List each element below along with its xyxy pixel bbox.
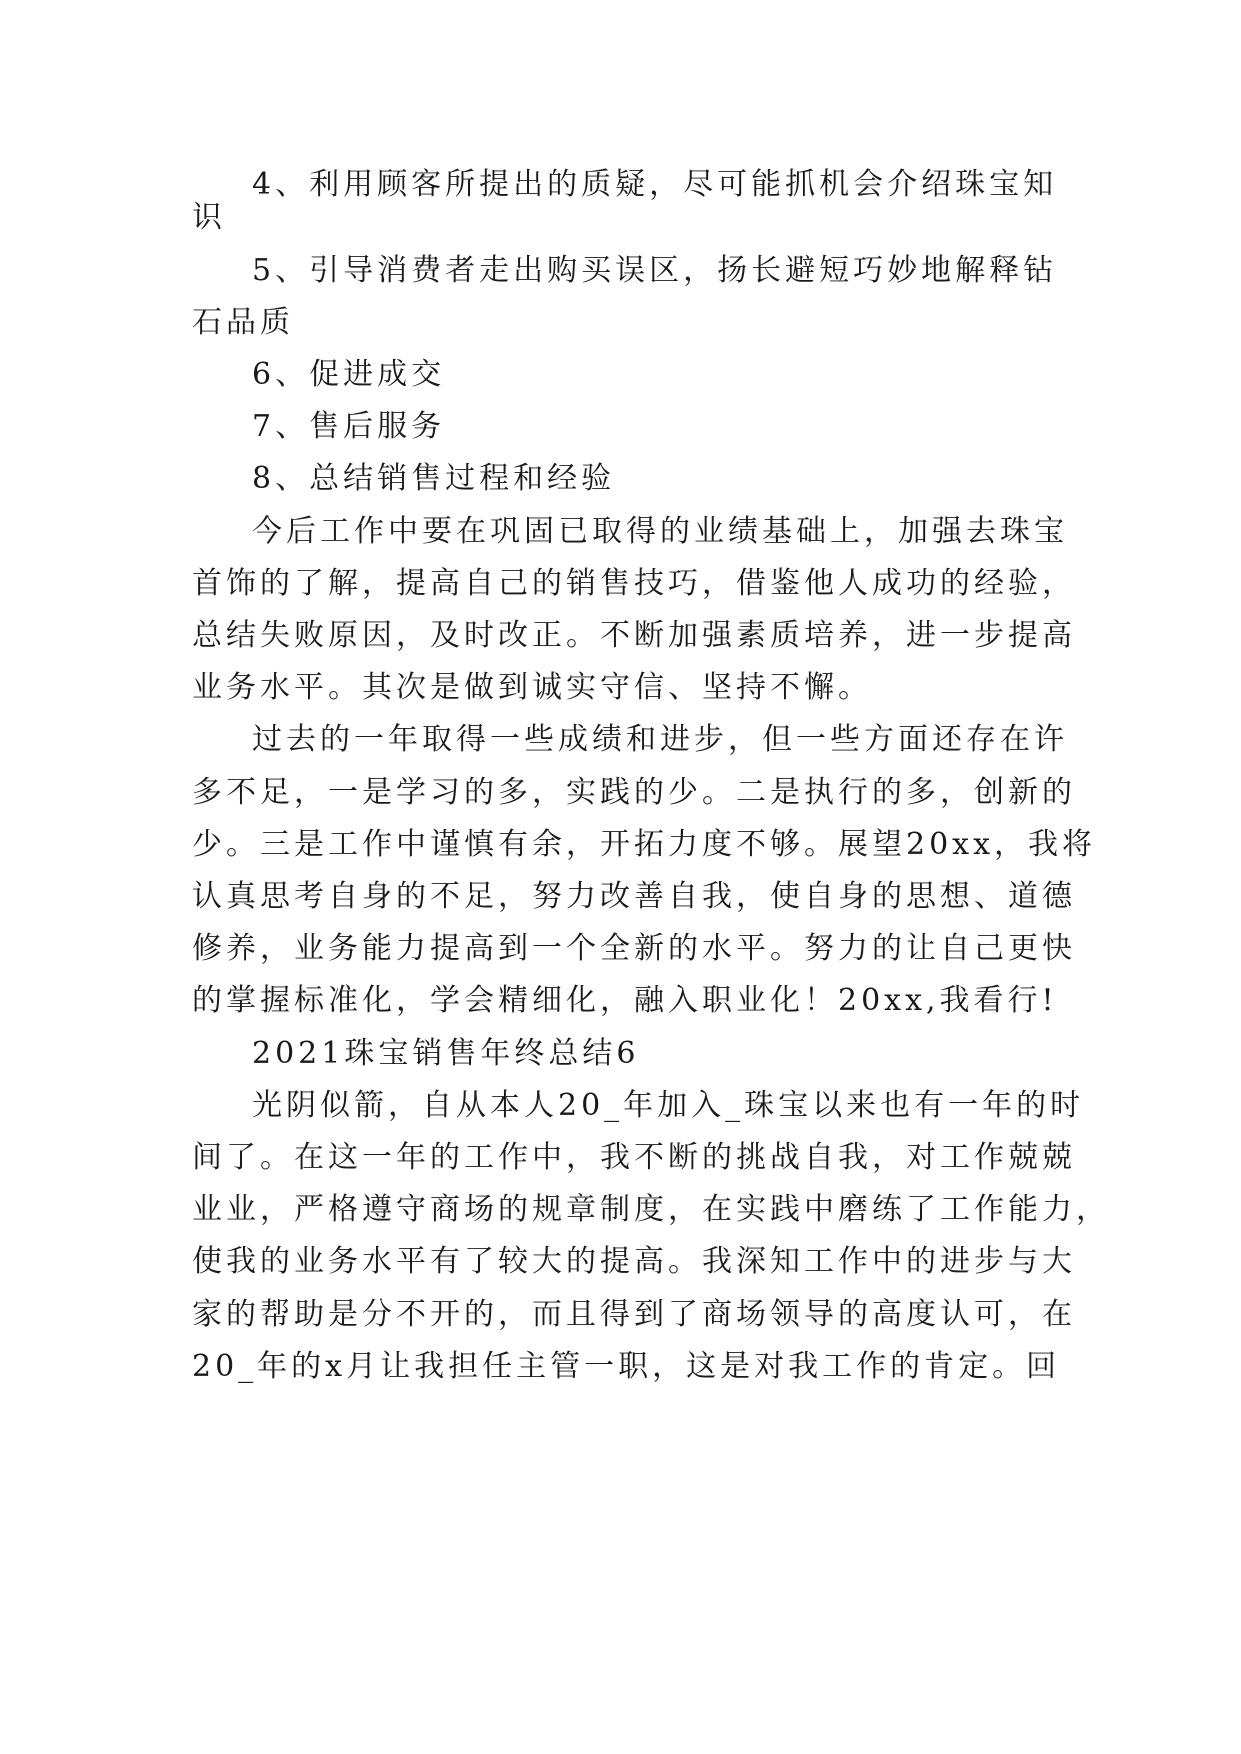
paragraph-1-line-3: 总结失败原因，及时改正。不断加强素质培养，进一步提高 (192, 618, 1076, 653)
paragraph-1-line-4: 业务水平。其次是做到诚实守信、坚持不懈。 (192, 670, 872, 705)
paragraph-2-line-2: 多不足，一是学习的多，实践的少。二是执行的多，创新的 (192, 775, 1076, 810)
paragraph-3-line-5: 家的帮助是分不开的，而且得到了商场领导的高度认可，在 (192, 1297, 1076, 1332)
paragraph-1-line-1: 今后工作中要在巩固已取得的业绩基础上，加强去珠宝 (252, 514, 1068, 549)
list-item-5-line-1: 5、引导消费者走出购买误区，扬长避短巧妙地解释钻 (252, 253, 1058, 288)
paragraph-1-line-2: 首饰的了解，提高自己的销售技巧，借鉴他人成功的经验， (192, 566, 1076, 601)
paragraph-2-line-4: 认真思考自身的不足，努力改善自我，使自身的思想、道德 (192, 879, 1076, 914)
list-item-5-line-2: 石品质 (192, 305, 294, 340)
list-item-7: 7、售后服务 (252, 409, 446, 444)
list-item-6: 6、促进成交 (252, 357, 446, 392)
paragraph-2-line-3: 少。三是工作中谨慎有余，开拓力度不够。展望20xx，我将 (192, 827, 1097, 862)
list-item-4-line-1: 4、利用顾客所提出的质疑，尽可能抓机会介绍珠宝知 (252, 167, 1058, 202)
paragraph-3-line-4: 使我的业务水平有了较大的提高。我深知工作中的进步与大 (192, 1244, 1076, 1279)
list-item-8: 8、总结销售过程和经验 (252, 461, 616, 496)
list-item-4-line-2: 识 (192, 200, 226, 235)
paragraph-2-line-5: 修养，业务能力提高到一个全新的水平。努力的让自己更快 (192, 931, 1076, 966)
paragraph-2-line-6: 的掌握标准化，学会精细化，融入职业化！20xx,我看行! (192, 983, 1058, 1018)
paragraph-3-line-6: 20_年的x月让我担任主管一职，这是对我工作的肯定。回 (192, 1349, 1061, 1384)
paragraph-3-line-3: 业业，严格遵守商场的规章制度，在实践中磨练了工作能力， (192, 1192, 1110, 1227)
section-heading: 2021珠宝销售年终总结6 (252, 1036, 640, 1071)
paragraph-2-line-1: 过去的一年取得一些成绩和进步，但一些方面还存在许 (252, 722, 1068, 757)
paragraph-3-line-2: 间了。在这一年的工作中，我不断的挑战自我，对工作兢兢 (192, 1140, 1076, 1175)
paragraph-3-line-1: 光阴似箭，自从本人20_年加入_珠宝以来也有一年的时 (252, 1088, 1085, 1123)
